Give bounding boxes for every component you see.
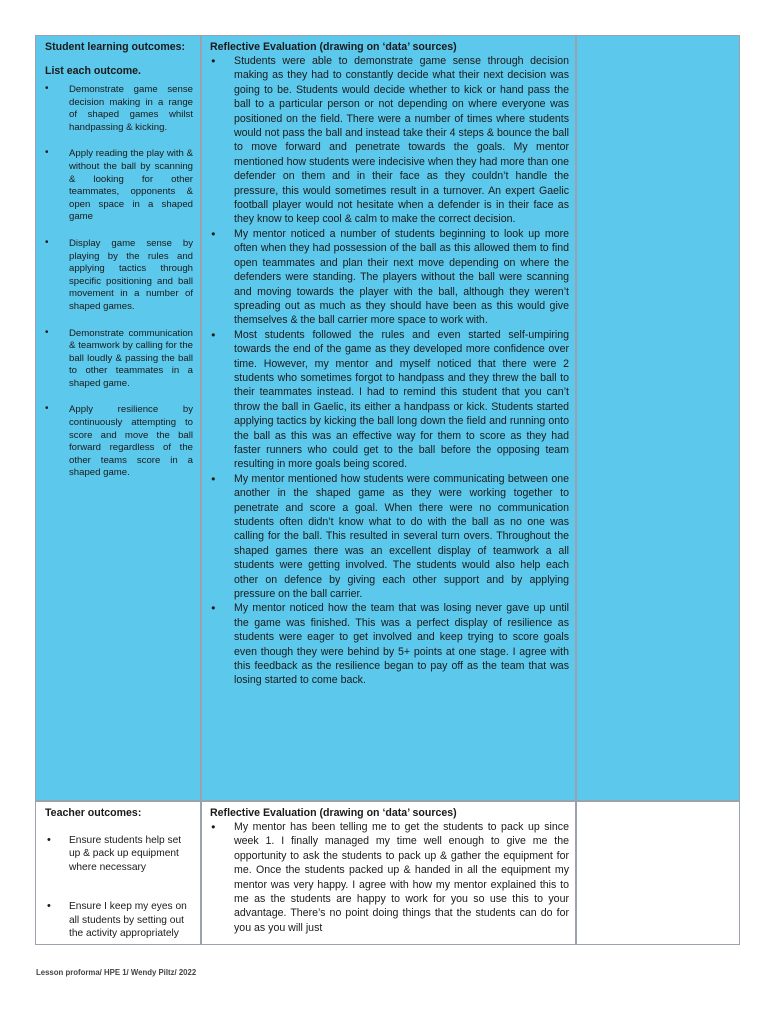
teacher-outcomes-row [35, 801, 740, 945]
teacher-heading: Teacher outcomes: [45, 807, 142, 819]
teacher-reflection-list [210, 820, 569, 935]
outcome-item: • Display game sense by playing by the rules and applying tactics through specific positioning and ball movement in a number of shaped games. [45, 238, 193, 314]
outcomes-list [45, 84, 193, 480]
empty-cell [576, 35, 740, 801]
empty-cell [576, 801, 740, 945]
lesson-table [35, 35, 740, 945]
reflection-item: ● My mentor noticed a number of students beginning to look up more often when they had possession of the ball as this allowed them to find open teammates and plan their next move depending on where the defenders were standing. The players without the ball were scanning and moving towards the player with the ball, although they weren’t spreading out as much as they should have been as this would give themselves & the ball carrier more space to work with. [210, 227, 569, 328]
reflective-evaluation-cell [201, 35, 576, 801]
teacher-reflective-heading: Reflective Evaluation (drawing on ‘data’ sources) [210, 807, 457, 819]
teacher-outcome-item: • Ensure students help set up & pack up equipment where necessary [45, 834, 193, 874]
outcome-item: • Apply resilience by continuously attempting to score and move the ball forward regardless of the other teams score in a shaped game. [45, 404, 193, 480]
list-heading: List each outcome. [45, 65, 141, 77]
page-footer: Lesson proforma/ HPE 1/ Wendy Piltz/ 2022 [36, 968, 197, 977]
teacher-outcomes-list [45, 834, 193, 940]
outcome-item: • Demonstrate game sense decision making in a range of shaped games whilst handpassing & kicking. [45, 84, 193, 134]
reflection-item: ● My mentor noticed how the team that was losing never gave up until the game was finished. This was a perfect display of resilience as students were eager to get involved and keep trying to score goals even though they were behind by 5+ points at one stage. I agree with this feedback as the resilience began to pay off as the team that was losing started to come back. [210, 601, 569, 687]
reflection-item: ● My mentor mentioned how students were communicating between one another in the shaped game as they were working together to penetrate and score a goal. When there were no communication students often didn’t know what to do with the ball as no one was calling for the ball. This resulted in several turn overs. Throughout the shaped games there was an excellent display of teamwork a all students were getting involved. The students would also help each other on defence by giving each other support and by applying pressure on the ball carrier. [210, 472, 569, 602]
outcome-item: • Demonstrate communication & teamwork by calling for the ball loudly & passing the ball to other teammates in a shaped game. [45, 328, 193, 391]
teacher-outcomes-cell [35, 801, 201, 945]
student-outcomes-cell [35, 35, 201, 801]
outcome-item: • Apply reading the play with & without the ball by scanning & looking for other teammates, opponents & open space in a shaped game [45, 148, 193, 224]
reflection-item: ● Most students followed the rules and even started self-umpiring towards the end of the game as they developed more confidence over time. However, my mentor and myself noticed that there were 2 students who sometimes forgot to handpass and they threw the ball to their teammates instead. I had to remind this student that you can’t throw the ball in Gaelic, its either a handpass or kick. Students started applying tactics by kicking the ball long down the field and running onto the ball as this was an effective way for them to score as they had faster runners who could get to the ball before the opposing team resulting in more goals being scored. [210, 328, 569, 472]
reflection-item: ● Students were able to demonstrate game sense through decision making as they had to constantly decide what their next decision was going to be. Students would decide whether to kick or hand pass the ball to a particular person or not depending on where everyone was positioned on the field. There were a number of times where students would not pass the ball and instead take their 4 steps & bounce the ball to move forward and penetrate towards the goals. My mentor mentioned how students were indecisive when they had more than one defender on them and in their face as they couldn’t handle the pressure, this would sometimes result in a turnover. An expert Gaelic football player would not hesitate when a defender is in their face as they know to keep cool & calm to make the correct decision. [210, 54, 569, 227]
reflective-heading: Reflective Evaluation (drawing on ‘data’ sources) [210, 41, 457, 53]
teacher-outcome-item: • Ensure I keep my eyes on all students by setting out the activity appropriately [45, 900, 193, 940]
student-outcomes-row [35, 35, 740, 801]
reflections-list [210, 54, 569, 688]
teacher-reflection-item: ● My mentor has been telling me to get the students to pack up since week 1. I finally managed my time well enough to give me the opportunity to ask the students to pack up & gather the equipment for me. Once the students packed up & handed in all the equipment my mentor was very happy. I agree with how my mentor explained this to me as the students are happy to work for you so use this to your advantage. There’s no point doing things that the students can do for you as you will just [210, 820, 569, 935]
outcomes-heading: Student learning outcomes: [45, 41, 186, 53]
teacher-reflection-cell [201, 801, 576, 945]
